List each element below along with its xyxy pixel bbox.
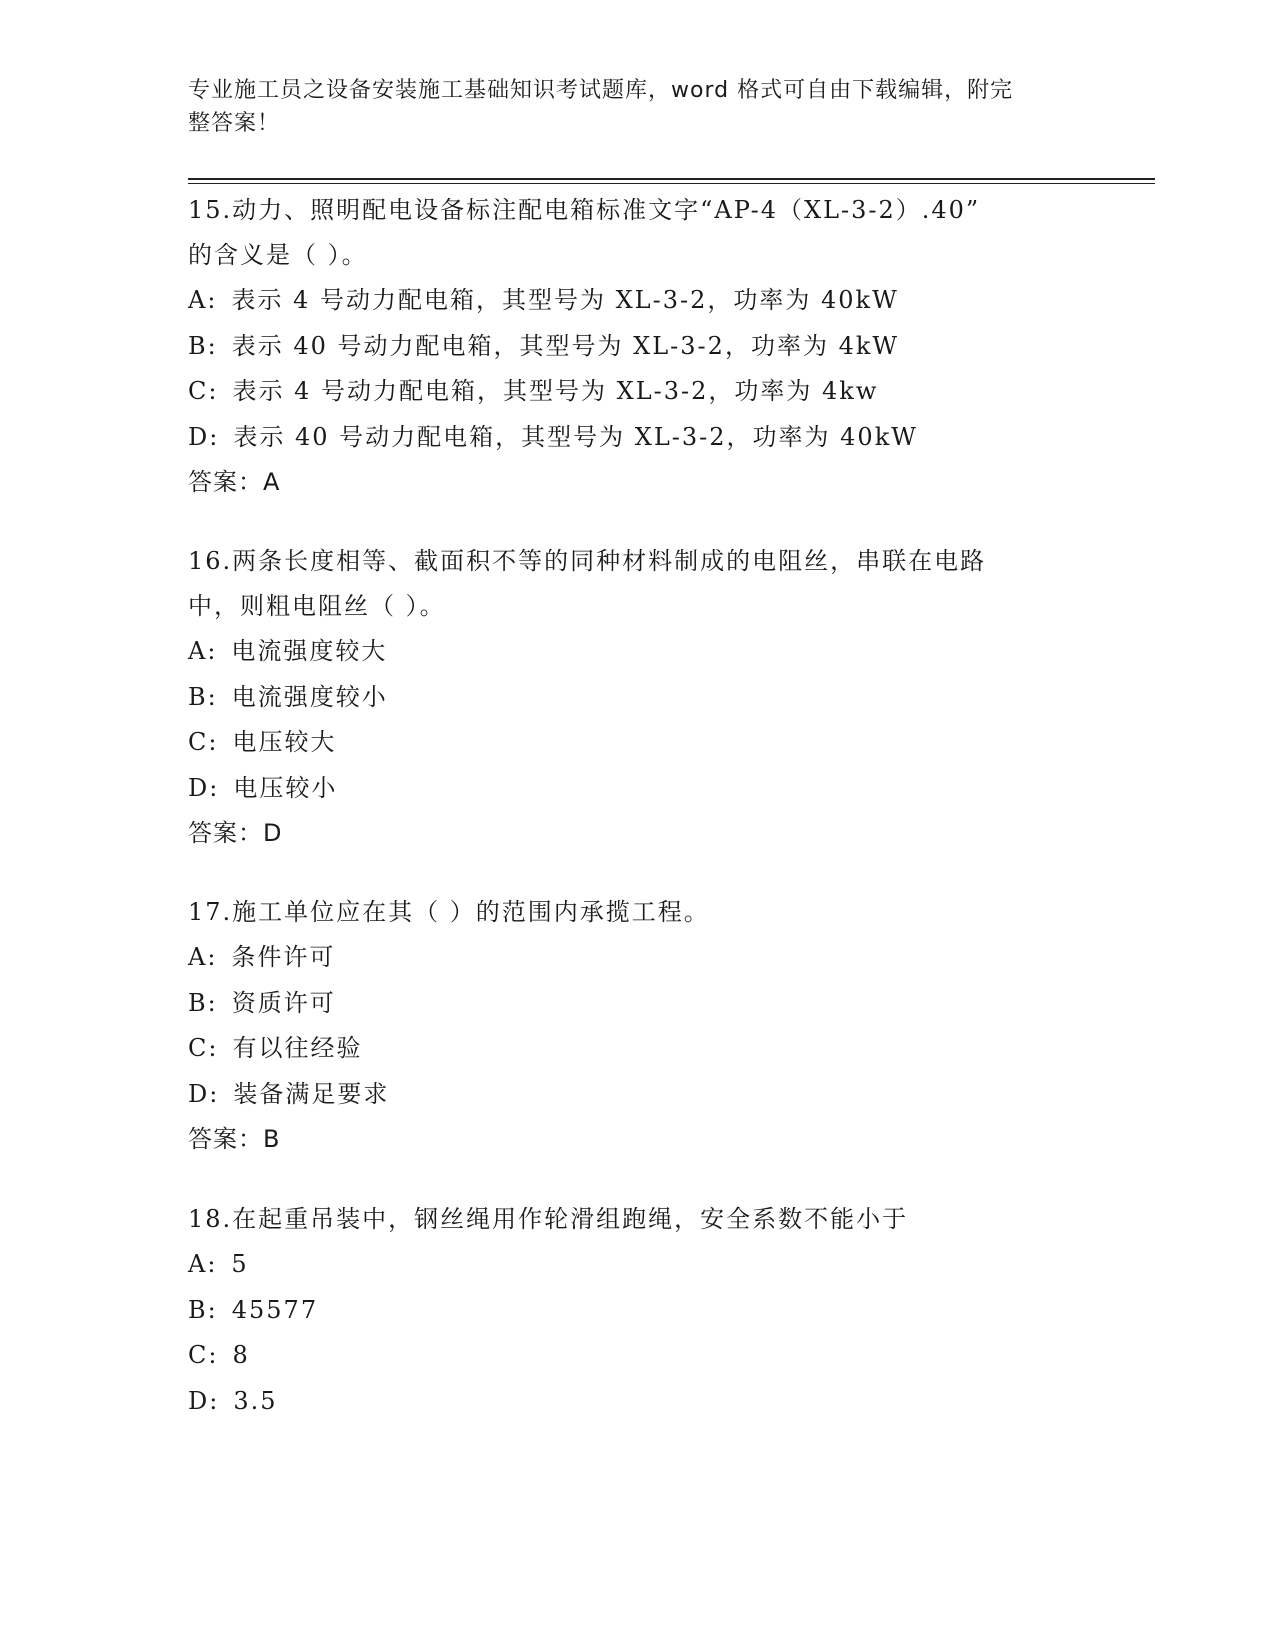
option-c	[188, 1026, 1088, 1072]
option-text: 有以往经验	[232, 1034, 363, 1062]
option-letter: D:	[188, 1079, 220, 1108]
option-b	[188, 675, 1088, 721]
option-letter: B:	[188, 682, 218, 711]
option-letter: D:	[188, 773, 220, 802]
option-letter: D:	[188, 1386, 220, 1415]
option-text: 表示 40 号动力配电箱，其型号为 XL-3-2，功率为 40kW	[233, 422, 918, 451]
option-text: 电压较大	[232, 728, 337, 756]
option-text: 条件许可	[231, 943, 336, 971]
option-d	[188, 1379, 1088, 1425]
option-letter: A:	[188, 943, 218, 971]
answer-line: 答案：A	[188, 468, 281, 496]
question-18	[188, 1197, 1088, 1424]
option-letter: C:	[188, 377, 219, 405]
option-text: 表示 4 号动力配电箱，其型号为 XL-3-2，功率为 4kw	[232, 377, 879, 405]
header-line-1: 专业施工员之设备安装施工基础知识考试题库，word 格式可自由下载编辑，附完	[188, 78, 1014, 103]
option-letter: C:	[188, 1341, 219, 1369]
header-divider-thick	[188, 178, 1155, 180]
option-text: 装备满足要求	[233, 1079, 390, 1108]
question-17	[188, 890, 1088, 1162]
option-text: 45577	[231, 1295, 319, 1324]
option-c	[188, 369, 1088, 415]
option-letter: C:	[188, 1034, 219, 1062]
option-text: 表示 40 号动力配电箱，其型号为 XL-3-2，功率为 4kW	[231, 331, 900, 360]
option-d	[188, 1072, 1088, 1118]
option-letter: C:	[188, 728, 219, 756]
option-letter: B:	[188, 331, 218, 360]
option-text: 电压较小	[233, 773, 338, 802]
option-text: 3.5	[233, 1386, 278, 1415]
question-stem-line: 16.两条长度相等、截面积不等的同种材料制成的电阻丝，串联在电路	[188, 547, 987, 575]
answer-line: 答案：B	[188, 1125, 281, 1153]
header-line-2: 整答案！	[188, 111, 281, 136]
option-d	[188, 415, 1088, 461]
option-b	[188, 981, 1088, 1027]
option-text: 5	[231, 1250, 249, 1278]
question-15	[188, 188, 1088, 505]
option-d	[188, 766, 1088, 812]
document-header	[188, 74, 1088, 140]
option-text: 资质许可	[231, 988, 336, 1017]
option-a	[188, 278, 1088, 324]
option-text: 8	[232, 1341, 250, 1369]
option-a	[188, 629, 1088, 675]
option-letter: B:	[188, 1295, 218, 1324]
question-stem-line: 中，则粗电阻丝（ ）。	[188, 592, 446, 620]
option-letter: A:	[188, 286, 218, 314]
question-stem-line: 的含义是（ ）。	[188, 241, 368, 269]
question-stem-line: 17.施工单位应在其（ ）的范围内承揽工程。	[188, 898, 710, 926]
question-stem-line: 18.在起重吊装中，钢丝绳用作轮滑组跑绳，安全系数不能小于	[188, 1205, 909, 1233]
option-a	[188, 935, 1088, 981]
option-b	[188, 1288, 1088, 1334]
option-c	[188, 1333, 1088, 1379]
question-16	[188, 539, 1088, 856]
option-letter: A:	[188, 637, 218, 665]
question-stem-line: 15.动力、照明配电设备标注配电箱标准文字“AP-4（XL-3-2）.40”	[188, 196, 981, 224]
option-c	[188, 720, 1088, 766]
header-divider-thin	[188, 183, 1155, 184]
option-text: 表示 4 号动力配电箱，其型号为 XL-3-2，功率为 40kW	[231, 286, 899, 314]
option-text: 电流强度较大	[231, 637, 388, 665]
option-b	[188, 324, 1088, 370]
option-letter: B:	[188, 988, 218, 1017]
option-text: 电流强度较小	[231, 682, 388, 711]
option-letter: A:	[188, 1250, 218, 1278]
answer-line: 答案：D	[188, 819, 283, 847]
option-a	[188, 1242, 1088, 1288]
option-letter: D:	[188, 422, 220, 451]
